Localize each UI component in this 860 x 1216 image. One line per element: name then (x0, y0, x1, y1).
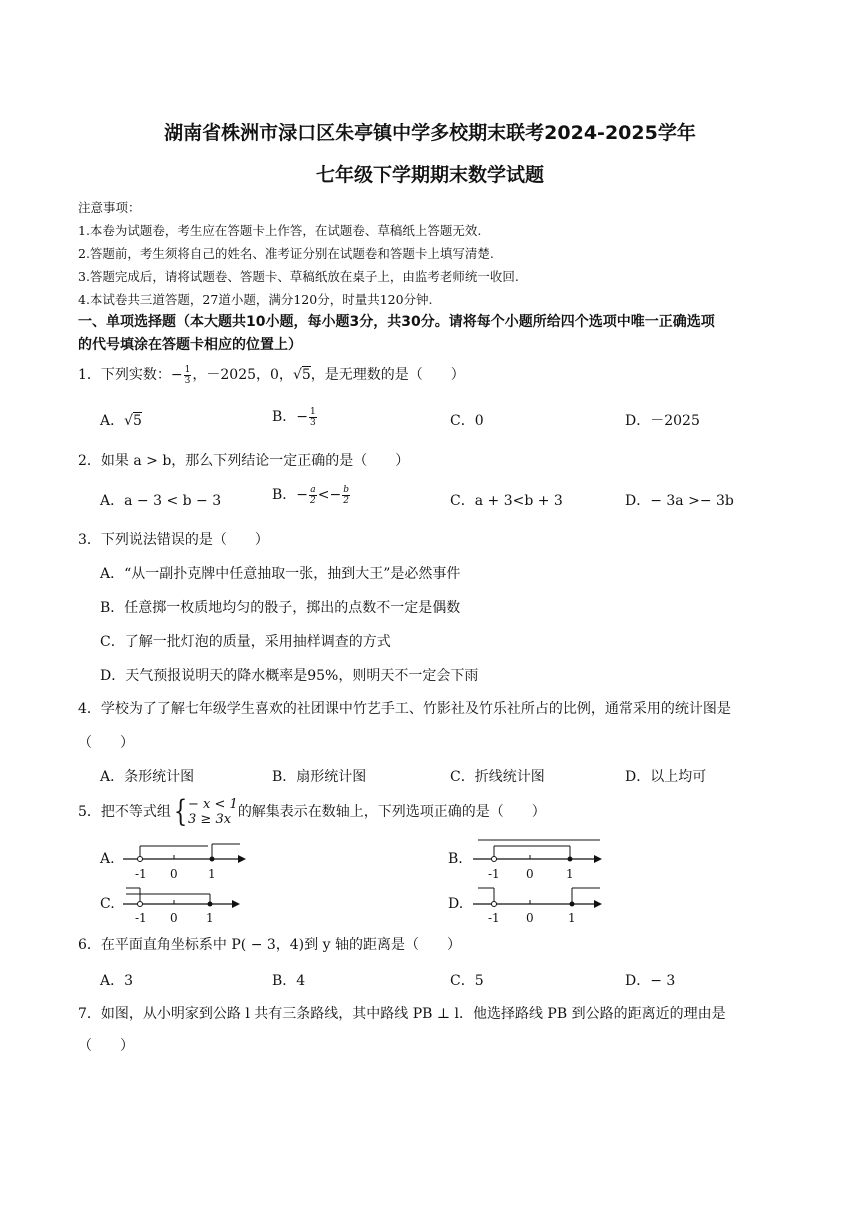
q5-option-a-label[interactable]: A. (100, 851, 115, 867)
closed-dot (210, 857, 215, 862)
q1-fraction: $\frac{1}{3}$ (184, 364, 191, 386)
open-dot (492, 902, 497, 907)
q1-mid: ，－2025，0， (192, 367, 293, 383)
title-line-1: 湖南省株洲市渌口区朱亭镇中学多校期末联考2024-2025学年 (164, 122, 696, 144)
q6-option-c[interactable]: C．5 (450, 973, 484, 989)
q6-option-a[interactable]: A．3 (100, 973, 134, 989)
tick-label-neg1: -1 (135, 867, 147, 881)
q5-option-b-numberline[interactable] (468, 834, 608, 884)
q1-prefix: 1．下列实数： (78, 367, 171, 383)
q2-option-b[interactable]: B．− $\frac{a}{2}$ <− $\frac{b}{2}$ (272, 484, 349, 506)
tick-label-neg1: -1 (488, 867, 500, 881)
question-7-stem: 7．如图，从小明家到公路 l 共有三条路线，其中路线 PB ⊥ l．他选择路线 PB 到公路的距离近的理由是 (78, 1006, 726, 1022)
q1-option-c[interactable]: C．0 (450, 413, 484, 429)
q1-option-b[interactable]: B．− $\frac{1}{3}$ (272, 406, 316, 428)
q4-option-c[interactable]: C．折线统计图 (450, 769, 545, 785)
axis-arrow (594, 855, 602, 863)
q5-option-d-label[interactable]: D. (448, 896, 464, 912)
tick-label-0: 0 (170, 911, 178, 925)
note-item-2: 2.答题前，考生须将自己的姓名、准考证分别在试题卷和答题卡上填写清楚. (78, 246, 494, 261)
tick-label-neg1: -1 (488, 911, 500, 925)
q5-option-c-label[interactable]: C. (100, 896, 115, 912)
closed-dot (570, 902, 575, 907)
question-2-stem: 2．如果 a > b，那么下列结论一定正确的是（ ） (78, 453, 410, 469)
question-4-stem-cont: （ ） (78, 735, 134, 751)
closed-dot (568, 857, 573, 862)
question-5-stem: 5．把不等式组{ − x < 1 3 ≥ 3x 的解集表示在数轴上，下列选项正确的是（ ） (78, 794, 546, 829)
tick-label-1: 1 (206, 911, 214, 925)
q3-option-c[interactable]: C．了解一批灯泡的质量，采用抽样调查的方式 (100, 634, 391, 650)
note-item-3: 3.答题完成后，请将试题卷、答题卡、草稿纸放在桌子上，由监考老师统一收回. (78, 269, 519, 284)
q1-sqrt: 5 (301, 367, 311, 383)
q6-option-d[interactable]: D．− 3 (625, 973, 676, 989)
tick-label-1: 1 (208, 867, 216, 881)
q2-option-a[interactable]: A．a − 3 < b − 3 (100, 493, 222, 509)
tick-label-0: 0 (526, 867, 534, 881)
notes-heading: 注意事项： (78, 200, 141, 215)
open-dot (138, 902, 143, 907)
q3-option-d[interactable]: D．天气预报说明天的降水概率是95%，则明天不一定会下雨 (100, 668, 479, 684)
tick-label-neg1: -1 (135, 911, 147, 925)
q5-option-c-numberline[interactable] (118, 884, 248, 926)
question-1-stem: 1．下列实数：− $\frac{1}{3}$ ，－2025，0，√5，是无理数的是（ ） (78, 364, 465, 386)
title-line-2: 七年级下学期期末数学试题 (315, 164, 544, 186)
note-item-4: 4.本试卷共三道答题，27道小题，满分120分，时量共120分钟. (78, 292, 433, 307)
q5-option-a-numberline[interactable] (118, 838, 248, 884)
axis-arrow (238, 855, 246, 863)
closed-dot (208, 902, 213, 907)
q1-option-a[interactable]: A．√5 (100, 413, 142, 429)
question-3-stem: 3．下列说法错误的是（ ） (78, 532, 269, 548)
q4-option-d[interactable]: D．以上均可 (625, 769, 707, 785)
question-7-stem-cont: （ ） (78, 1038, 134, 1054)
axis-arrow (232, 900, 240, 908)
q3-option-a[interactable]: A．“从一副扑克牌中任意抽取一张，抽到大王”是必然事件 (100, 566, 461, 582)
q2-option-c[interactable]: C．a + 3<b + 3 (450, 493, 563, 509)
q2-option-d[interactable]: D．− 3a >− 3b (625, 493, 734, 509)
q5-suffix: 的解集表示在数轴上，下列选项正确的是（ ） (237, 804, 546, 820)
open-dot (138, 857, 143, 862)
open-dot (492, 857, 497, 862)
note-item-1: 1.本卷为试题卷，考生应在答题卡上作答，在试题卷、草稿纸上答题无效. (78, 223, 482, 238)
q4-option-b[interactable]: B．扇形统计图 (272, 769, 367, 785)
q4-option-a[interactable]: A．条形统计图 (100, 769, 195, 785)
q5-prefix: 5．把不等式组 (78, 804, 171, 820)
q1-option-d[interactable]: D．－2025 (625, 413, 700, 429)
question-6-stem: 6．在平面直角坐标系中 P( − 3，4)到 y 轴的距离是（ ） (78, 937, 461, 953)
q6-option-b[interactable]: B．4 (272, 973, 306, 989)
axis-arrow (594, 900, 602, 908)
q5-inequality-system: − x < 1 3 ≥ 3x (188, 797, 238, 827)
q3-option-b[interactable]: B．任意掷一枚质地均匀的骰子，掷出的点数不一定是偶数 (100, 600, 461, 616)
question-4-stem: 4．学校为了了解七年级学生喜欢的社团课中竹艺手工、竹影社及竹乐社所占的比例，通常采用的统计图是 (78, 701, 731, 717)
q5-option-d-numberline[interactable] (468, 884, 608, 926)
tick-label-1: 1 (568, 911, 576, 925)
tick-label-0: 0 (526, 911, 534, 925)
tick-label-0: 0 (170, 867, 178, 881)
section-heading-line-1: 一、单项选择题（本大题共10小题，每小题3分，共30分。请将每个小题所给四个选项中唯一正确选项 (78, 314, 715, 330)
tick-label-1: 1 (566, 867, 574, 881)
section-heading-line-2: 的代号填涂在答题卡相应的位置上） (78, 337, 302, 353)
q1-suffix: ，是无理数的是（ ） (310, 367, 465, 383)
q5-option-b-label[interactable]: B. (448, 851, 463, 867)
